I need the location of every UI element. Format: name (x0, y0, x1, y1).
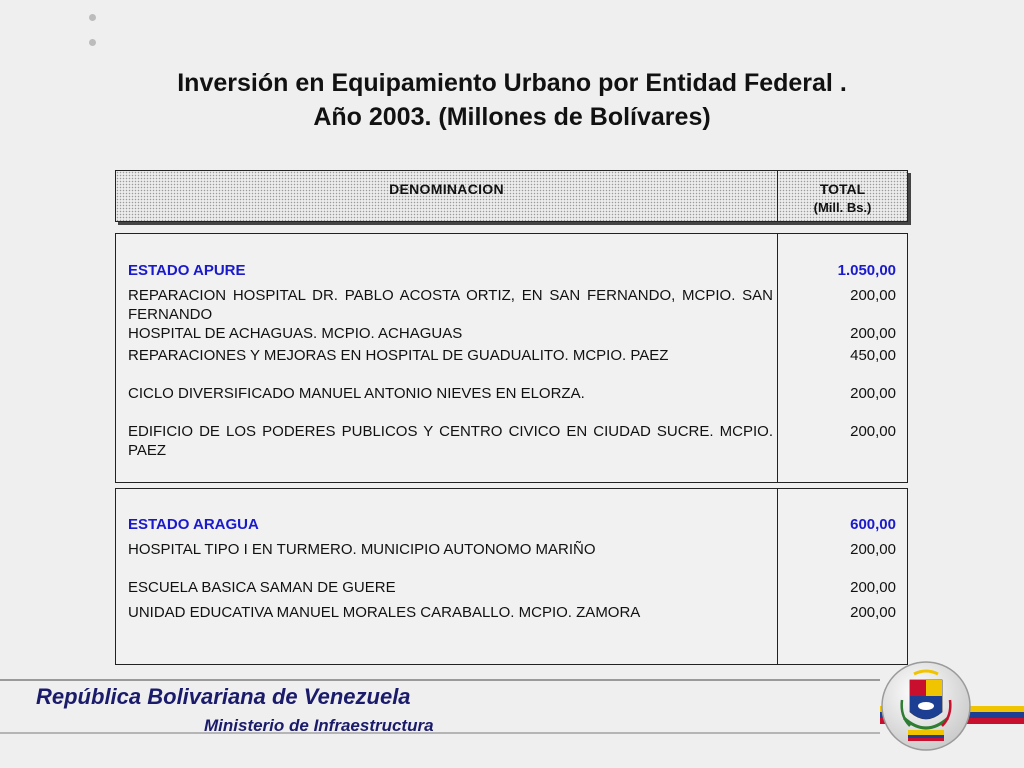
row-total: 200,00 (850, 541, 896, 558)
title-line-2: Año 2003. (Millones de Bolívares) (313, 103, 711, 131)
column-divider (777, 234, 778, 482)
row-denominacion: HOSPITAL TIPO I EN TURMERO. MUNICIPIO AUTONOMO MARIÑO (128, 541, 596, 558)
table-section-aragua (115, 488, 908, 665)
row-denominacion: EDIFICIO DE LOS PODERES PUBLICOS Y CENTRO CIVICO EN CIUDAD SUCRE. MCPIO. PAEZ (128, 423, 773, 459)
decorative-bullet-icon (89, 39, 96, 46)
footer-republic: República Bolivariana de Venezuela (36, 684, 411, 709)
table-section-apure (115, 233, 908, 483)
page-title (0, 66, 1024, 134)
row-denominacion: REPARACION HOSPITAL DR. PABLO ACOSTA ORTIZ, EN SAN FERNANDO, MCPIO. SAN FERNANDO (128, 287, 773, 323)
column-divider (777, 489, 778, 664)
footer-ministry: Ministerio de Infraestructura (204, 716, 434, 735)
title-line-1: Inversión en Equipamiento Urbano por Entidad Federal . (177, 69, 847, 97)
row-denominacion: UNIDAD EDUCATIVA MANUEL MORALES CARABALLO. MCPIO. ZAMORA (128, 604, 641, 621)
footer-divider (0, 732, 880, 734)
row-total: 200,00 (850, 287, 896, 304)
state-name: ESTADO ARAGUA (128, 516, 259, 533)
row-total: 200,00 (850, 604, 896, 621)
row-denominacion: CICLO DIVERSIFICADO MANUEL ANTONIO NIEVES EN ELORZA. (128, 385, 585, 402)
row-total: 450,00 (850, 347, 896, 364)
header-denominacion: DENOMINACION (389, 181, 504, 197)
state-total: 600,00 (850, 516, 896, 533)
row-total: 200,00 (850, 579, 896, 596)
row-denominacion: REPARACIONES Y MEJORAS EN HOSPITAL DE GUADUALITO. MCPIO. PAEZ (128, 347, 669, 364)
decorative-bullet-icon (89, 14, 96, 21)
row-total: 200,00 (850, 385, 896, 402)
header-total: TOTAL (819, 181, 866, 197)
row-total: 200,00 (850, 325, 896, 342)
row-denominacion: HOSPITAL DE ACHAGUAS. MCPIO. ACHAGUAS (128, 325, 463, 342)
coat-of-arms-seal-icon (880, 660, 972, 752)
header-total-unit: (Mill. Bs.) (813, 200, 872, 215)
footer-divider (0, 679, 880, 681)
row-denominacion: ESCUELA BASICA SAMAN DE GUERE (128, 579, 396, 596)
footer (0, 676, 1024, 768)
row-total: 200,00 (850, 423, 896, 440)
state-name: ESTADO APURE (128, 262, 246, 279)
table-header (115, 170, 908, 222)
state-total: 1.050,00 (837, 262, 896, 279)
